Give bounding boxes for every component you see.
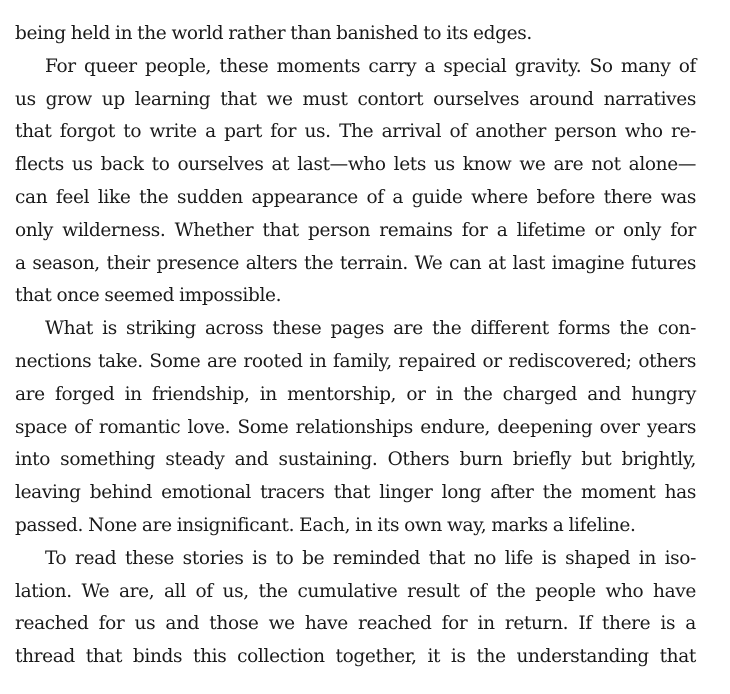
body-text [15, 18, 696, 674]
text-line: nections take. Some are rooted in family, repaired or rediscovered; others [15, 350, 696, 372]
text-line: For queer people, these moments carry a special gravity. So many of [45, 55, 696, 77]
text-line: are forged in friendship, in mentorship, or in the charged and hungry [15, 383, 696, 405]
text-line: that once seemed impossible. [15, 285, 282, 307]
text-line: that forgot to write a part for us. The arrival of another person who re- [15, 121, 696, 143]
text-line: space of romantic love. Some relationships endure, deepening over years [15, 416, 696, 438]
text-line: flects us back to ourselves at last—who lets us know we are not alone— [15, 154, 696, 176]
text-line: lation. We are, all of us, the cumulative result of the people who have [15, 580, 696, 602]
text-line: a season, their presence alters the terrain. We can at last imagine futures [15, 252, 696, 274]
text-line: being held in the world rather than banished to its edges. [15, 23, 532, 44]
text-line: only wilderness. Whether that person remains for a lifetime or only for [15, 219, 696, 241]
text-line: To read these stories is to be reminded that no life is shaped in iso- [45, 547, 696, 569]
text-line: us grow up learning that we must contort ourselves around narratives [15, 88, 696, 110]
text-line: What is striking across these pages are the different forms the con- [45, 318, 696, 340]
text-line: leaving behind emotional tracers that linger long after the moment has [15, 482, 696, 504]
text-line: passed. None are insignificant. Each, in its own way, marks a lifeline. [15, 514, 636, 536]
text-line: reached for us and those we have reached for in return. If there is a [15, 613, 696, 635]
text-line: can feel like the sudden appearance of a guide where before there was [15, 186, 696, 208]
text-line: thread that binds this collection together, it is the understanding that [15, 646, 696, 668]
text-line: into something steady and sustaining. Others burn briefly but brightly, [15, 449, 696, 471]
